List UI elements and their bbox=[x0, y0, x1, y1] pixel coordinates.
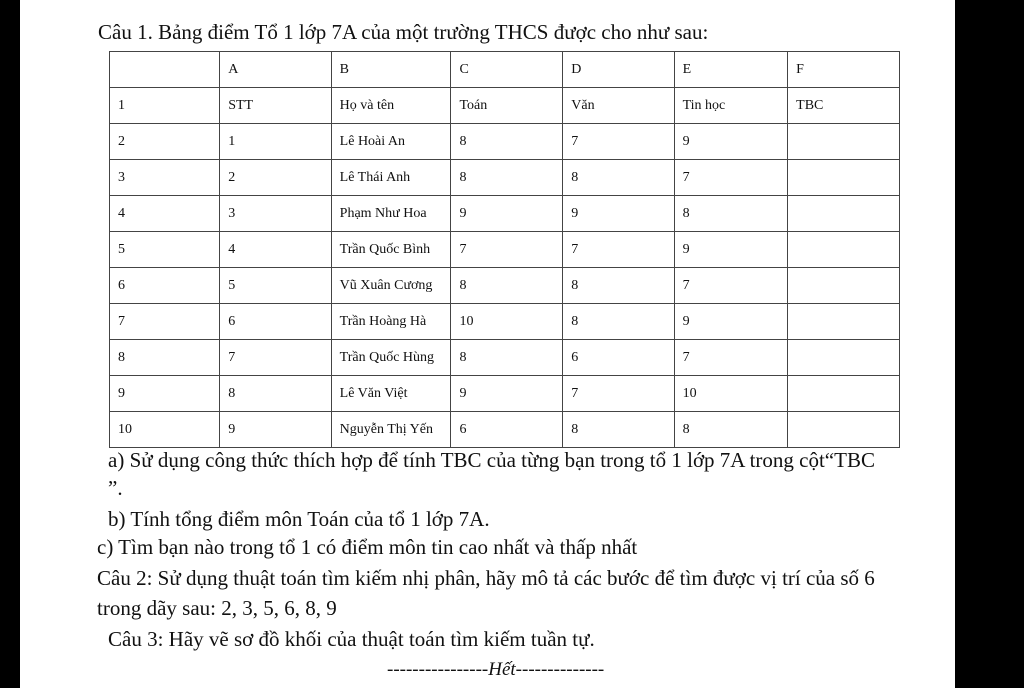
table-cell: 7 bbox=[563, 232, 674, 268]
table-cell: 7 bbox=[563, 124, 674, 160]
end-dashes-right: -------------- bbox=[515, 659, 605, 680]
document-page bbox=[20, 0, 955, 688]
table-cell: E bbox=[674, 52, 788, 88]
table-row bbox=[110, 124, 900, 160]
table-cell: 8 bbox=[563, 268, 674, 304]
table-cell: Vũ Xuân Cương bbox=[331, 268, 451, 304]
table-cell: 8 bbox=[451, 268, 563, 304]
table-cell: 9 bbox=[110, 376, 220, 412]
question-2-line-2: trong dãy sau: 2, 3, 5, 6, 8, 9 bbox=[97, 596, 337, 620]
table-row bbox=[110, 304, 900, 340]
table-cell: STT bbox=[220, 88, 331, 124]
table-row bbox=[110, 268, 900, 304]
table-cell: 7 bbox=[674, 268, 788, 304]
table-cell: 7 bbox=[110, 304, 220, 340]
table-cell: Họ và tên bbox=[331, 88, 451, 124]
table-row bbox=[110, 196, 900, 232]
table-cell: 2 bbox=[110, 124, 220, 160]
table-cell: 9 bbox=[563, 196, 674, 232]
table-cell bbox=[788, 196, 900, 232]
table-cell: 3 bbox=[110, 160, 220, 196]
table-cell: 9 bbox=[451, 196, 563, 232]
table-cell: 2 bbox=[220, 160, 331, 196]
table-cell: 8 bbox=[451, 340, 563, 376]
table-cell: Văn bbox=[563, 88, 674, 124]
table-cell: 6 bbox=[110, 268, 220, 304]
table-cell: 8 bbox=[451, 160, 563, 196]
table-row bbox=[110, 376, 900, 412]
table-cell: Trần Quốc Hùng bbox=[331, 340, 451, 376]
table-cell: D bbox=[563, 52, 674, 88]
table-cell: 8 bbox=[220, 376, 331, 412]
table-cell: 10 bbox=[110, 412, 220, 448]
grade-table bbox=[109, 51, 900, 448]
table-cell: Lê Thái Anh bbox=[331, 160, 451, 196]
table-cell bbox=[788, 376, 900, 412]
table-cell: Toán bbox=[451, 88, 563, 124]
table-cell: Lê Hoài An bbox=[331, 124, 451, 160]
table-cell: 1 bbox=[110, 88, 220, 124]
table-cell: 8 bbox=[674, 196, 788, 232]
table-cell: 6 bbox=[220, 304, 331, 340]
table-cell: 8 bbox=[563, 160, 674, 196]
end-dashes-left: ---------------- bbox=[387, 659, 489, 680]
table-cell bbox=[110, 52, 220, 88]
table-cell bbox=[788, 160, 900, 196]
table-cell bbox=[788, 124, 900, 160]
table-cell: Trần Quốc Bình bbox=[331, 232, 451, 268]
table-cell: 5 bbox=[110, 232, 220, 268]
table-cell: 9 bbox=[674, 232, 788, 268]
question-1-part-c: c) Tìm bạn nào trong tổ 1 có điểm môn tin cao nhất và thấp nhất bbox=[97, 535, 638, 559]
table-cell: 7 bbox=[220, 340, 331, 376]
table-cell: 9 bbox=[674, 304, 788, 340]
table-cell: 1 bbox=[220, 124, 331, 160]
table-cell: 8 bbox=[110, 340, 220, 376]
question-1-part-b: b) Tính tổng điểm môn Toán của tổ 1 lớp 7A. bbox=[108, 507, 490, 531]
table-cell: A bbox=[220, 52, 331, 88]
table-cell bbox=[788, 340, 900, 376]
question-2-line-1: Câu 2: Sử dụng thuật toán tìm kiếm nhị phân, hãy mô tả các bước để tìm được vị trí của số 6 bbox=[97, 566, 875, 590]
table-cell: 4 bbox=[110, 196, 220, 232]
table-cell: Trần Hoàng Hà bbox=[331, 304, 451, 340]
table-cell: Phạm Như Hoa bbox=[331, 196, 451, 232]
table-cell: 5 bbox=[220, 268, 331, 304]
grade-table-body bbox=[110, 52, 900, 448]
table-cell: F bbox=[788, 52, 900, 88]
table-row bbox=[110, 88, 900, 124]
end-word: Hết bbox=[488, 659, 516, 680]
table-cell bbox=[788, 232, 900, 268]
table-cell: 6 bbox=[563, 340, 674, 376]
table-cell bbox=[788, 268, 900, 304]
question-1-part-a: a) Sử dụng công thức thích hợp để tính TBC của từng bạn trong tổ 1 lớp 7A trong cột“TBC bbox=[108, 448, 875, 472]
table-cell: Nguyễn Thị Yến bbox=[331, 412, 451, 448]
table-row bbox=[110, 412, 900, 448]
question-1-part-a-continued: ”. bbox=[108, 476, 123, 500]
table-cell: 10 bbox=[674, 376, 788, 412]
table-cell: 9 bbox=[674, 124, 788, 160]
table-row bbox=[110, 232, 900, 268]
table-cell: B bbox=[331, 52, 451, 88]
question-1-title: Câu 1. Bảng điểm Tổ 1 lớp 7A của một trường THCS được cho như sau: bbox=[98, 20, 709, 44]
table-cell: Lê Văn Việt bbox=[331, 376, 451, 412]
table-cell: 6 bbox=[451, 412, 563, 448]
table-cell: 9 bbox=[451, 376, 563, 412]
table-cell: 8 bbox=[451, 124, 563, 160]
table-row bbox=[110, 340, 900, 376]
table-cell: 7 bbox=[674, 340, 788, 376]
table-cell: 4 bbox=[220, 232, 331, 268]
end-marker bbox=[387, 658, 604, 682]
table-cell: 3 bbox=[220, 196, 331, 232]
table-cell: 8 bbox=[563, 412, 674, 448]
question-3: Câu 3: Hãy vẽ sơ đồ khối của thuật toán tìm kiếm tuần tự. bbox=[108, 627, 595, 651]
table-cell: C bbox=[451, 52, 563, 88]
table-cell: Tin học bbox=[674, 88, 788, 124]
table-cell: 7 bbox=[451, 232, 563, 268]
table-header-row bbox=[110, 52, 900, 88]
table-cell: 8 bbox=[674, 412, 788, 448]
table-cell: TBC bbox=[788, 88, 900, 124]
table-cell bbox=[788, 304, 900, 340]
table-cell: 7 bbox=[563, 376, 674, 412]
table-cell: 10 bbox=[451, 304, 563, 340]
table-row bbox=[110, 160, 900, 196]
table-cell: 8 bbox=[563, 304, 674, 340]
table-cell: 9 bbox=[220, 412, 331, 448]
table-cell: 7 bbox=[674, 160, 788, 196]
table-cell bbox=[788, 412, 900, 448]
